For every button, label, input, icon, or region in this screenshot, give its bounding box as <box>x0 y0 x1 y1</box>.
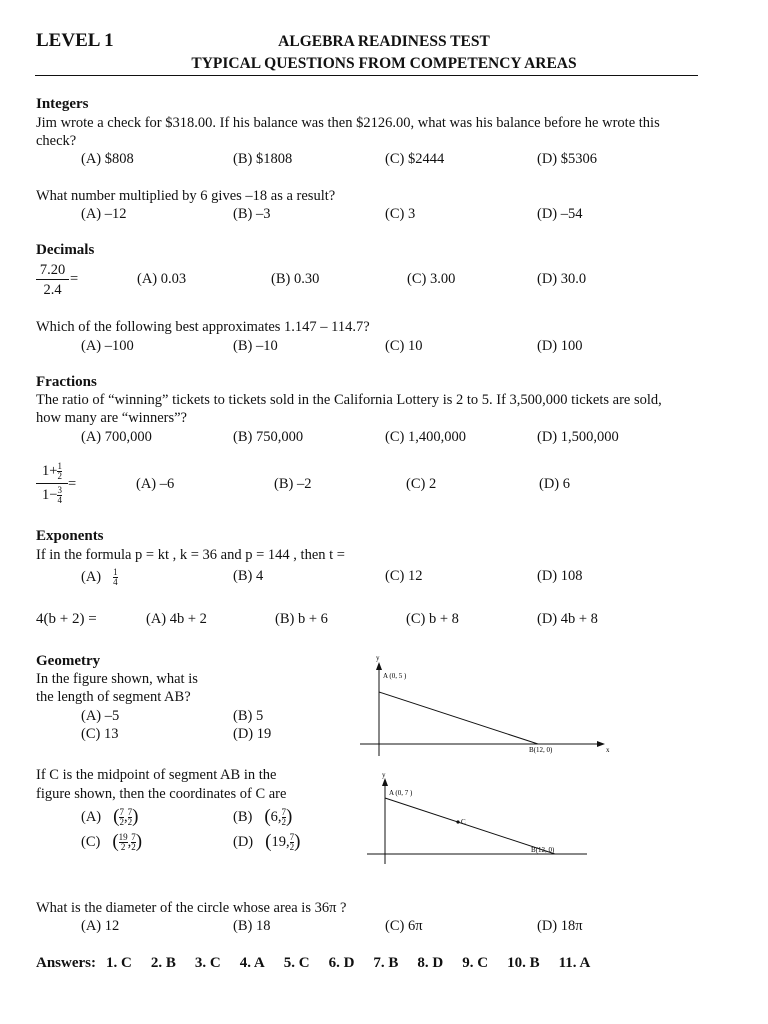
paren: ) <box>294 831 301 852</box>
q9-option-d: (D) 19 <box>233 726 272 742</box>
q1-option-c: (C) $2444 <box>385 151 445 167</box>
q3-denominator: 2.4 <box>43 282 62 298</box>
q5-option-c: (C) 1,400,000 <box>385 429 466 445</box>
answer-item: 10. B <box>507 955 540 971</box>
q10-option-a <box>81 806 138 828</box>
point-c-label: C <box>461 818 466 826</box>
q3-option-c: (C) 3.00 <box>407 271 456 287</box>
question-1-line2: check? <box>36 133 77 149</box>
answers-label: Answers: <box>36 955 96 971</box>
q11-option-b: (B) 18 <box>233 918 271 934</box>
fraction: $\frac{7}{2}$ <box>289 831 295 852</box>
q6-numerator <box>42 462 62 481</box>
q10-option-d <box>233 831 300 853</box>
answer-item: 8. D <box>417 955 444 971</box>
answer-item: 2. B <box>150 955 176 971</box>
q2-option-c: (C) 3 <box>385 206 416 222</box>
q6-den-n: 3 <box>57 485 62 495</box>
paren: ) <box>132 806 139 827</box>
value: 19, <box>271 833 290 850</box>
q9-option-c: (C) 13 <box>81 726 119 742</box>
q6-num-whole: 1+ <box>42 463 58 479</box>
q7-a-den: 4 <box>113 577 118 587</box>
question-1-line1: Jim wrote a check for $318.00. If his balance was then $2126.00, what was his balance before he wrote this <box>36 115 660 131</box>
x-axis-arrow <box>597 741 605 747</box>
test-subtitle: TYPICAL QUESTIONS FROM COMPETENCY AREAS <box>191 55 577 72</box>
question-5-line2: how many are “winners”? <box>36 410 187 426</box>
q5-option-b: (B) 750,000 <box>233 429 304 445</box>
q10-option-c <box>81 831 142 853</box>
q6-num-d: 2 <box>57 471 62 481</box>
q9-option-b: (B) 5 <box>233 708 264 724</box>
q7-a-num: 1 <box>113 567 118 577</box>
question-8: 4(b + 2) = <box>36 611 97 627</box>
section-integers: Integers <box>36 96 89 112</box>
fraction: $\frac{7}{2}$ <box>131 831 136 852</box>
q8-option-b: (B) b + 6 <box>275 611 328 627</box>
q6-den-fraction <box>57 486 62 505</box>
point-a-label: A (0, 7 ) <box>389 789 413 797</box>
point-b-label: B(12, 0) <box>529 746 553 754</box>
fraction: $\frac{7}{2}$ <box>119 806 124 827</box>
question-9-line1: In the figure shown, what is <box>36 671 198 687</box>
y-axis-arrow <box>376 662 382 670</box>
q10-option-c-label: (C) <box>81 833 101 850</box>
y-axis-label: y <box>376 654 380 662</box>
q4-option-d: (D) 100 <box>537 338 583 354</box>
question-5-line1: The ratio of “winning” tickets to tickets sold in the California Lottery is 2 to 5. If 3,500,000 tickets are sold, <box>36 392 662 408</box>
section-fractions: Fractions <box>36 374 97 390</box>
fraction-bar <box>36 279 69 280</box>
q3-option-b: (B) 0.30 <box>271 271 320 287</box>
q7-option-c: (C) 12 <box>385 568 423 584</box>
question-10-line1: If C is the midpoint of segment AB in the <box>36 767 277 783</box>
point-b-label: B(12, 0) <box>531 846 555 854</box>
q1-option-a: (A) $808 <box>81 151 134 167</box>
q6-num-n: 1 <box>57 461 62 471</box>
fraction: $\frac{19}{2}$ <box>118 831 128 852</box>
answer-item: 7. B <box>373 955 399 971</box>
q6-option-b: (B) –2 <box>274 476 312 492</box>
question-2: What number multiplied by 6 gives –18 as a result? <box>36 188 336 204</box>
question-11: What is the diameter of the circle whose area is 36π ? <box>36 900 347 916</box>
q10-option-d-label: (D) <box>233 833 254 850</box>
q11-option-c: (C) 6π <box>385 918 423 934</box>
comma: , <box>123 808 128 825</box>
q3-equals: = <box>70 271 79 287</box>
value: 6, <box>270 808 282 825</box>
q6-equals: = <box>68 476 77 492</box>
q7-option-b: (B) 4 <box>233 568 264 584</box>
paren: ( <box>264 806 271 827</box>
y-axis-arrow <box>382 778 388 786</box>
answer-item: 6. D <box>328 955 355 971</box>
q7-option-d: (D) 108 <box>537 568 583 584</box>
q2-option-a: (A) –12 <box>81 206 127 222</box>
question-4: Which of the following best approximates 1.147 – 114.7? <box>36 319 370 335</box>
question-7: If in the formula p = kt , k = 36 and p = 144 , then t = <box>36 547 345 563</box>
answer-item: 4. A <box>239 955 265 971</box>
q3-fraction <box>36 262 69 299</box>
q3-option-a: (A) 0.03 <box>137 271 187 287</box>
paren: ) <box>286 806 293 827</box>
q6-option-c: (C) 2 <box>406 476 437 492</box>
q6-complex-fraction <box>36 462 68 505</box>
x-axis-label: x <box>606 746 610 754</box>
question-9-line2: the length of segment AB? <box>36 689 191 705</box>
point-a-label: A (0, 5 ) <box>383 672 407 680</box>
q6-num-fraction <box>57 462 62 481</box>
q2-option-d: (D) –54 <box>537 206 583 222</box>
fraction-bar <box>36 483 68 484</box>
level-label: LEVEL 1 <box>36 30 114 51</box>
q4-option-c: (C) 10 <box>385 338 423 354</box>
segment-ab <box>379 692 538 744</box>
q4-option-a: (A) –100 <box>81 338 134 354</box>
q6-den-whole: 1− <box>42 487 58 503</box>
q3-option-d: (D) 30.0 <box>537 271 587 287</box>
q6-option-d: (D) 6 <box>539 476 571 492</box>
q6-option-a: (A) –6 <box>136 476 175 492</box>
q10-option-b-label: (B) <box>233 808 253 825</box>
section-decimals: Decimals <box>36 242 95 258</box>
paren: ( <box>265 831 272 852</box>
q11-option-d: (D) 18π <box>537 918 583 934</box>
answer-item: 5. C <box>283 955 310 971</box>
q6-denominator <box>42 486 62 505</box>
q7-option-a-fraction <box>113 568 118 587</box>
answer-key <box>36 955 590 972</box>
header-divider <box>35 75 698 76</box>
answer-item: 9. C <box>462 955 489 971</box>
q11-option-a: (A) 12 <box>81 918 120 934</box>
q6-den-d: 4 <box>57 495 62 505</box>
q10-option-a-label: (A) <box>81 808 102 825</box>
paren: ( <box>112 831 119 852</box>
q7-option-a <box>81 568 118 587</box>
q8-option-a: (A) 4b + 2 <box>146 611 207 627</box>
q5-option-a: (A) 700,000 <box>81 429 152 445</box>
fraction: $\frac{7}{2}$ <box>127 806 133 827</box>
q1-option-b: (B) $1808 <box>233 151 293 167</box>
comma: , <box>127 833 132 850</box>
q9-figure <box>355 652 615 762</box>
paren: ) <box>135 831 143 852</box>
answer-item: 1. C <box>106 955 132 971</box>
q10-figure <box>365 770 595 865</box>
fraction: $\frac{7}{2}$ <box>281 806 287 827</box>
segment-ab <box>385 798 555 854</box>
answer-item: 11. A <box>558 955 591 971</box>
test-title: ALGEBRA READINESS TEST <box>278 33 490 50</box>
section-geometry: Geometry <box>36 653 101 669</box>
midpoint-c <box>456 820 459 823</box>
answer-item: 3. C <box>194 955 221 971</box>
q1-option-d: (D) $5306 <box>537 151 598 167</box>
section-exponents: Exponents <box>36 528 104 544</box>
q3-numerator: 7.20 <box>39 262 66 278</box>
paren: ( <box>113 806 120 827</box>
q5-option-d: (D) 1,500,000 <box>537 429 619 445</box>
q10-option-b <box>233 806 292 828</box>
q2-option-b: (B) –3 <box>233 206 271 222</box>
y-axis-label: y <box>382 771 386 779</box>
q9-option-a: (A) –5 <box>81 708 120 724</box>
q7-option-a-label: (A) <box>81 569 102 585</box>
q8-option-d: (D) 4b + 8 <box>537 611 598 627</box>
q8-option-c: (C) b + 8 <box>406 611 459 627</box>
question-10-line2: figure shown, then the coordinates of C are <box>36 786 287 802</box>
q4-option-b: (B) –10 <box>233 338 278 354</box>
